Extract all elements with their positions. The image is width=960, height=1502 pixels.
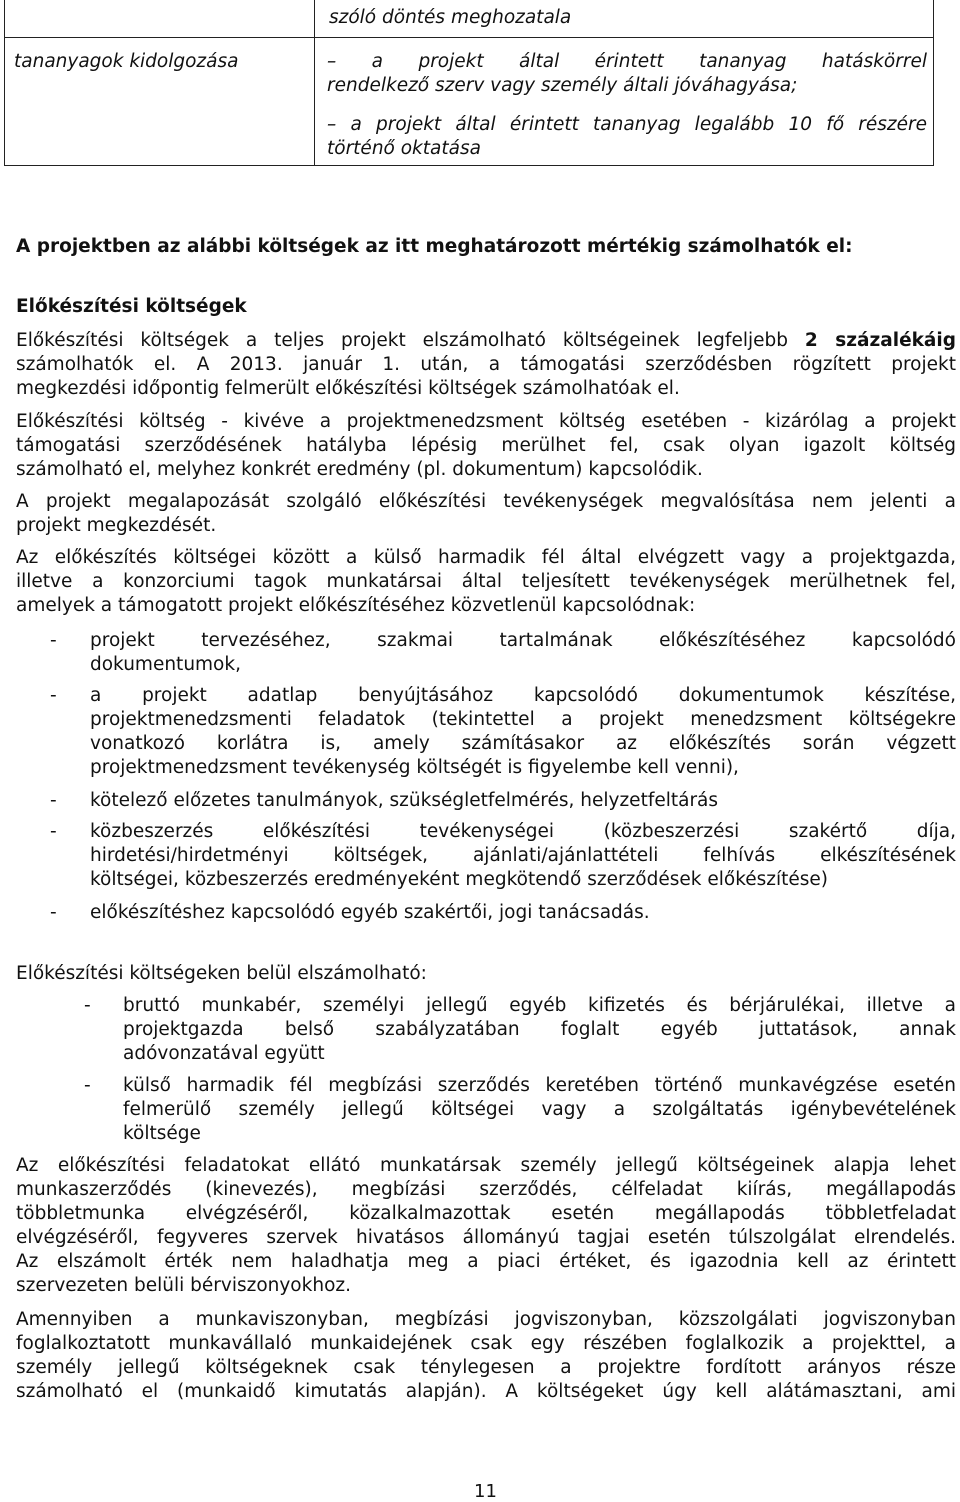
- text-line: felmerülő személy jellegű költségei vagy a szolgáltatás igénybevételének: [123, 1099, 956, 1120]
- text-line: előkészítéshez kapcsolódó egyéb szakértői, jogi tanácsadás.: [90, 902, 650, 923]
- list-bullet: -: [50, 630, 57, 651]
- text-line: számolható el (munkaidő kimutatás alapján). A költségeket úgy kell alátámasztani, ami: [16, 1381, 956, 1402]
- text-line: többletmunka elvégzéséről, közalkalmazottak esetén megállapodás többletfeladat: [16, 1203, 956, 1224]
- text-line: [16, 329, 956, 353]
- table-cell-text: – a projekt által érintett tananyag legalább 10 fő részére: [327, 114, 927, 135]
- text-line: támogatási szerződésének hatályba lépésig merülhet fel, csak olyan igazolt költség: [16, 435, 956, 456]
- text-line: projektgazda belső szabályzatában foglalt egyéb juttatások, annak: [123, 1019, 956, 1040]
- text-line: Az előkészítési feladatokat ellátó munkatársak személy jellegű költségeinek alapja lehet: [16, 1155, 956, 1176]
- text-line: közbeszerzés előkészítési tevékenységei (közbeszerzési szakértő díja,: [90, 821, 956, 842]
- table-cell-text: történő oktatása: [327, 138, 481, 159]
- text-line: kötelező előzetes tanulmányok, szükségletfelmérés, helyzetfeltárás: [90, 790, 719, 811]
- text-line: hirdetési/hirdetményi költségek, ajánlati/ajánlattételi felhívás elkészítésének: [90, 845, 956, 866]
- page-number: 11: [474, 1481, 497, 1502]
- table-border-bottom: [4, 165, 934, 166]
- text-line: dokumentumok,: [90, 654, 241, 675]
- paragraph: [16, 546, 956, 618]
- section-heading: Előkészítési költségek: [16, 296, 247, 317]
- paragraph: [16, 329, 956, 401]
- paragraph: [16, 1154, 956, 1298]
- text-line: projektmenedzsmenti feladatok (tekintettel a projekt menedzsment költségekre: [90, 709, 956, 730]
- text-line: Előkészítési költségeken belül elszámolható:: [16, 963, 427, 984]
- text-line: Az előkészítés költségei között a külső harmadik fél által elvégzett vagy a projektgazda,: [16, 547, 956, 568]
- text-line: Az elszámolt érték nem haladhatja meg a piaci értéket, és igazodnia kell az érintett: [16, 1251, 956, 1272]
- table-cell-text: rendelkező szerv vagy személy általi jóváhagyása;: [327, 75, 798, 96]
- text-line: A projekt megalapozását szolgáló előkészítési tevékenységek megvalósítása nem jelenti a: [16, 491, 956, 512]
- text-line: projekt megkezdését.: [16, 515, 217, 536]
- text-line: Előkészítési költség - kivéve a projektmenedzsment költség esetében - kizárólag a projekt: [16, 411, 956, 432]
- table-cell-text: – a projekt által érintett tananyag hatáskörrel: [327, 51, 927, 72]
- intro-heading: A projektben az alábbi költségek az itt meghatározott mértékig számolhatók el:: [16, 236, 853, 257]
- list-bullet: -: [50, 821, 57, 842]
- text-line: illetve a konzorciumi tagok munkatársai által teljesített tevékenységek merülhetnek fel,: [16, 571, 956, 592]
- highlighted-percentage: 2 százalékáig: [804, 330, 956, 351]
- list-bullet: -: [50, 902, 57, 923]
- paragraph: [16, 962, 956, 986]
- text-line: személy jellegű költségeknek csak ténylegesen a projektre fordított arányos része: [16, 1357, 956, 1378]
- text-line-segment: Előkészítési költségek a teljes projekt elszámolható költségeinek legfeljebb: [16, 330, 805, 351]
- text-line: foglalkoztatott munkavállaló munkaidejének csak egy részében foglalkozik a projekttel, a: [16, 1333, 956, 1354]
- table-border-left: [4, 0, 5, 166]
- list-bullet: -: [84, 995, 91, 1016]
- text-line: elvégzéséről, fegyveres szervek hivatásos állományú tagjai esetén túlszolgálat elrendelés.: [16, 1227, 956, 1248]
- list-bullet: -: [84, 1075, 91, 1096]
- table-cell-text: tananyagok kidolgozása: [14, 51, 239, 72]
- text-line: szervezeten belüli bérviszonyokhoz.: [16, 1275, 351, 1296]
- text-line: a projekt adatlap benyújtásához kapcsolódó dokumentumok készítése,: [90, 685, 956, 706]
- paragraph: [16, 410, 956, 482]
- text-line: Amennyiben a munkaviszonyban, megbízási jogviszonyban, közszolgálati jogviszonyban: [16, 1309, 956, 1330]
- text-line: számolhatók el. A 2013. január 1. után, a támogatási szerződésben rögzített projekt: [16, 354, 956, 375]
- text-line: projektmenedzsment tevékenység költségét is figyelembe kell venni),: [90, 757, 739, 778]
- text-line: megkezdési időpontig felmerült előkészítési költségek számolhatóak el.: [16, 378, 680, 399]
- table-row-divider: [4, 37, 934, 38]
- paragraph: [16, 490, 956, 538]
- text-line: adóvonzatával együtt: [123, 1043, 325, 1064]
- text-line: külső harmadik fél megbízási szerződés keretében történő munkavégzése esetén: [123, 1075, 956, 1096]
- text-line: költsége: [123, 1123, 201, 1144]
- text-line: munkaszerződés (kinevezés), megbízási szerződés, célfeladat kiírás, megállapodás: [16, 1179, 956, 1200]
- list-bullet: -: [50, 790, 57, 811]
- text-line: számolható el, melyhez konkrét eredmény (pl. dokumentum) kapcsolódik.: [16, 459, 703, 480]
- table-border-right: [933, 0, 934, 166]
- list-bullet: -: [50, 685, 57, 706]
- criteria-table: [4, 0, 934, 166]
- text-line: bruttó munkabér, személyi jellegű egyéb kifizetés és bérjárulékai, illetve a: [123, 995, 956, 1016]
- text-line: vonatkozó korlátra is, amely számításakor az előkészítés során végzett: [90, 733, 956, 754]
- text-line: projekt tervezéséhez, szakmai tartalmának előkészítéséhez kapcsolódó: [90, 630, 956, 651]
- text-line: amelyek a támogatott projekt előkészítéséhez közvetlenül kapcsolódnak:: [16, 595, 696, 616]
- text-line: költségei, közbeszerzés eredményeként megkötendő szerződések előkészítése): [90, 869, 828, 890]
- paragraph: [16, 1308, 956, 1404]
- table-cell-text: szóló döntés meghozatala: [329, 7, 572, 28]
- table-column-divider: [314, 0, 315, 166]
